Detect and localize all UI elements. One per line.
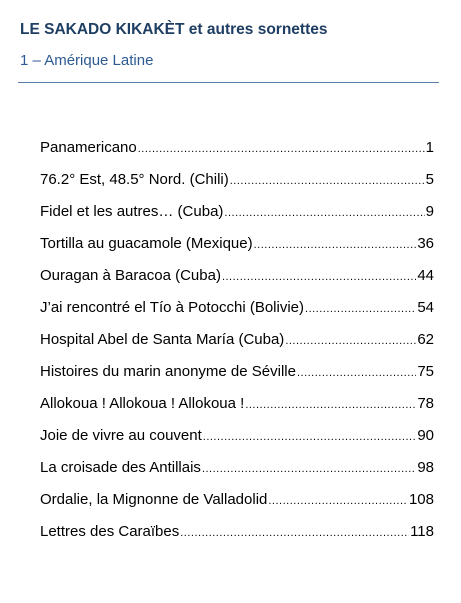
toc-leader (138, 139, 425, 156)
toc-entry-page: 9 (425, 203, 434, 220)
toc-entry[interactable] (40, 171, 434, 203)
toc-leader (305, 299, 416, 316)
toc-entry-page: 118 (410, 523, 434, 540)
toc-entry-page: 108 (408, 491, 434, 508)
toc-leader (202, 459, 416, 476)
toc-leader (222, 267, 416, 284)
toc-entry-title: Tortilla au guacamole (Mexique) (40, 235, 253, 252)
toc-entry-title: Joie de vivre au couvent (40, 427, 202, 444)
document-title: LE SAKADO KIKAKÈT et autres sornettes (20, 21, 328, 38)
toc-entry-page: 98 (417, 459, 434, 476)
toc-entry[interactable] (40, 331, 434, 363)
toc-leader (203, 427, 417, 444)
toc-entry[interactable] (40, 235, 434, 267)
toc-entry-title: Histoires du marin anonyme de Séville (40, 363, 296, 380)
document-subtitle: 1 – Amérique Latine (20, 52, 154, 69)
toc-leader (230, 171, 425, 188)
toc-entry-title: Ordalie, la Mignonne de Valladolid (40, 491, 268, 508)
toc-entry[interactable] (40, 203, 434, 235)
toc-entry[interactable] (40, 299, 434, 331)
toc-entry-title: Hospital Abel de Santa María (Cuba) (40, 331, 285, 348)
toc-entry-page: 44 (417, 267, 434, 284)
toc-leader (285, 331, 416, 348)
toc-entry[interactable] (40, 395, 434, 427)
toc-entry-title: Fidel et les autres… (Cuba) (40, 203, 224, 220)
toc-entry-page: 54 (417, 299, 434, 316)
toc-entry-title: Lettres des Caraïbes (40, 523, 180, 540)
table-of-contents (40, 139, 434, 555)
toc-entry-title: 76.2° Est, 48.5° Nord. (Chili) (40, 171, 229, 188)
toc-leader (245, 395, 416, 412)
toc-entry-title: La croisade des Antillais (40, 459, 201, 476)
toc-entry-page: 36 (417, 235, 434, 252)
toc-entry-page: 75 (417, 363, 434, 380)
toc-entry[interactable] (40, 427, 434, 459)
toc-leader (254, 235, 417, 252)
toc-entry-page: 78 (417, 395, 434, 412)
toc-entry[interactable] (40, 491, 434, 523)
toc-entry[interactable] (40, 139, 434, 171)
header-divider (18, 82, 439, 83)
toc-leader (297, 363, 416, 380)
toc-leader (268, 491, 408, 508)
toc-entry[interactable] (40, 267, 434, 299)
toc-entry-page: 5 (425, 171, 434, 188)
toc-entry-title: Ouragan à Baracoa (Cuba) (40, 267, 221, 284)
toc-entry-title: Panamericano (40, 139, 137, 156)
toc-entry-page: 90 (417, 427, 434, 444)
toc-entry-title: Allokoua ! Allokoua ! Allokoua ! (40, 395, 245, 412)
toc-entry-title: J’ai rencontré el Tío à Potocchi (Bolivie) (40, 299, 305, 316)
toc-leader (224, 203, 424, 220)
toc-entry-page: 1 (425, 139, 434, 156)
toc-entry-page: 62 (417, 331, 434, 348)
toc-leader (180, 523, 409, 540)
toc-entry[interactable] (40, 459, 434, 491)
toc-entry[interactable] (40, 523, 434, 555)
toc-entry[interactable] (40, 363, 434, 395)
